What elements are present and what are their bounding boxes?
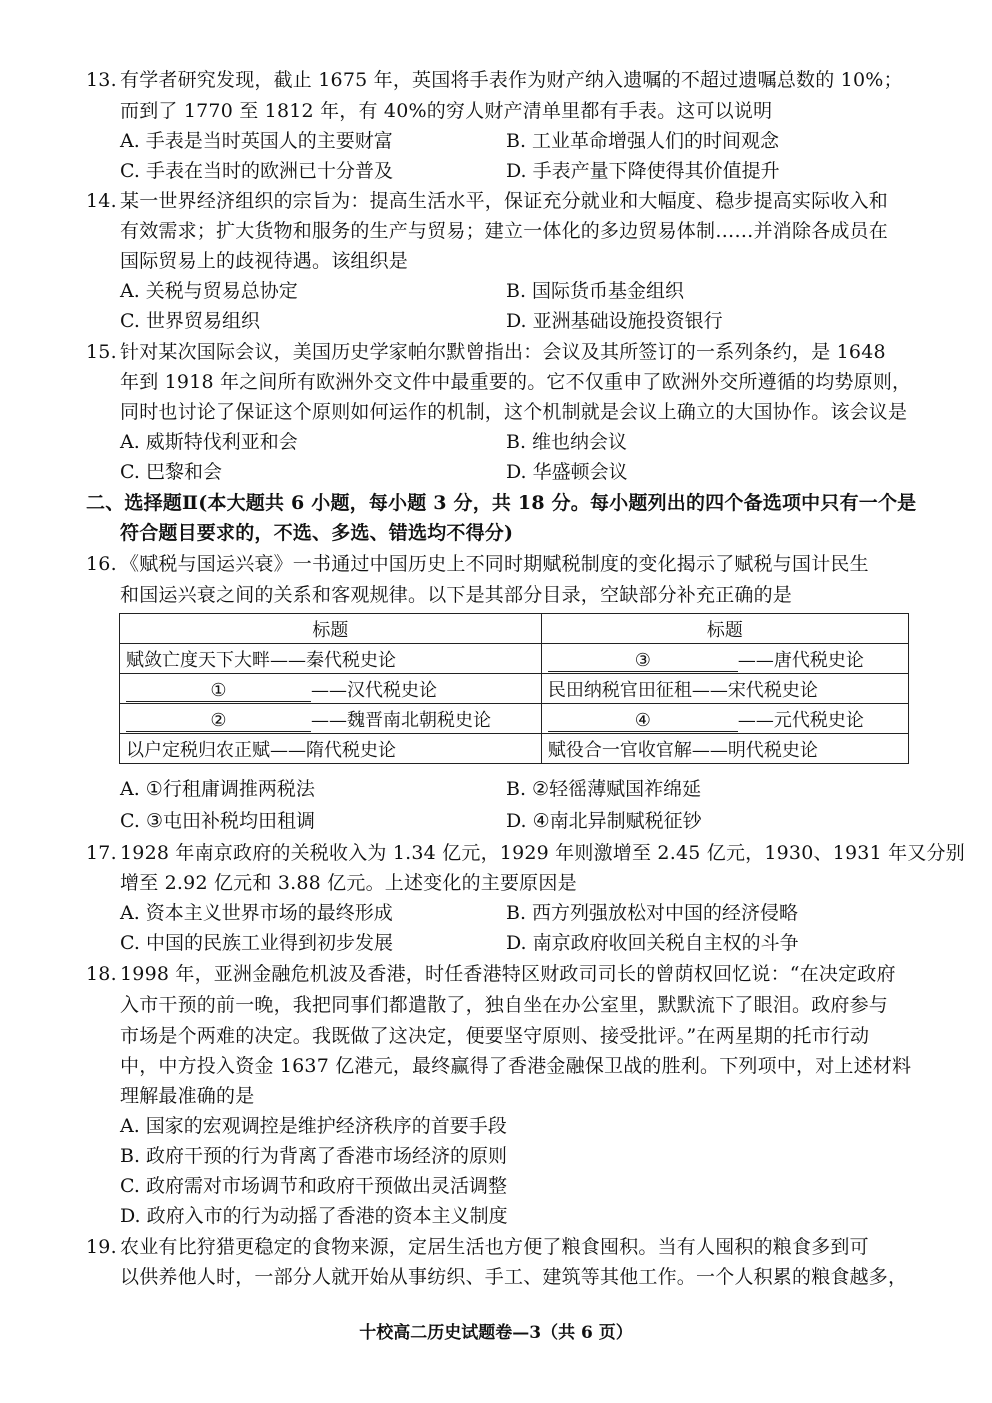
q16-line-2: 和国运兴衰之间的关系和客观规律。以下是其部分目录，空缺部分补充正确的是 xyxy=(120,584,793,606)
table-cell: 以户定税归农正赋——隋代税史论 xyxy=(120,734,542,764)
q16-number: 16. xyxy=(86,553,117,575)
q18-option-d: D. 政府入市的行为动摇了香港的资本主义制度 xyxy=(120,1205,508,1227)
q16-option-d: D. ④南北异制赋税征钞 xyxy=(506,810,702,832)
table-row xyxy=(120,734,909,764)
q17-line-1: 17. 1928 年南京政府的关税收入为 1.34 亿元，1929 年则激增至 2.45 亿元，1930、1931 年又分别 xyxy=(86,838,916,868)
q13-option-a: A. 手表是当时英国人的主要财富 xyxy=(120,130,393,152)
table-cell: 赋敛亡度天下大畔——秦代税史论 xyxy=(120,644,542,674)
q18-line-2: 入市干预的前一晚，我把同事们都遣散了，独自坐在办公室里，默默流下了眼泪。政府参与 xyxy=(120,994,889,1016)
table-row xyxy=(120,704,909,734)
q13-line-1: 13. 有学者研究发现，截止 1675 年，英国将手表作为财产纳入遗嘱的不超过遗嘱总数的 10%； xyxy=(86,65,916,95)
q18-number: 18. xyxy=(86,963,117,985)
q17-option-b: B. 西方列强放松对中国的经济侵略 xyxy=(506,902,799,924)
q13-option-b: B. 工业革命增强人们的时间观念 xyxy=(506,130,780,152)
q15-number: 15. xyxy=(86,341,117,363)
q13-option-c: C. 手表在当时的欧洲已十分普及 xyxy=(120,160,393,182)
q18-line-5: 理解最准确的是 xyxy=(120,1085,255,1107)
table-cell: 民田纳税官田征租——宋代税史论 xyxy=(541,674,908,704)
q14-option-d: D. 亚洲基础设施投资银行 xyxy=(506,310,723,332)
q17-option-c: C. 中国的民族工业得到初步发展 xyxy=(120,932,393,954)
table-row xyxy=(120,644,909,674)
q18-line-3: 市场是个两难的决定。我既做了这决定，便要坚守原则、接受批评。”在两星期的托市行动 xyxy=(120,1025,870,1047)
blank-3: ③ xyxy=(548,650,738,672)
q18-line-4: 中，中方投入资金 1637 亿港元，最终赢得了香港金融保卫战的胜利。下列项中，对上述材料 xyxy=(120,1055,912,1077)
blank-2: ② xyxy=(126,710,311,732)
table-cell: 赋役合一官收官解——明代税史论 xyxy=(541,734,908,764)
q14-option-b: B. 国际货币基金组织 xyxy=(506,280,685,302)
q15-option-c: C. 巴黎和会 xyxy=(120,461,222,483)
table-header-row xyxy=(120,614,909,644)
q13-option-d: D. 手表产量下降使得其价值提升 xyxy=(506,160,780,182)
q15-option-b: B. 维也纳会议 xyxy=(506,431,628,453)
q15-line-3: 同时也讨论了保证这个原则如何运作的机制，这个机制就是会议上确立的大国协作。该会议是 xyxy=(120,401,908,423)
q16-directory-table xyxy=(119,613,909,764)
q14-line-2: 有效需求；扩大货物和服务的生产与贸易；建立一体化的多边贸易体制……并消除各成员在 xyxy=(120,220,889,242)
table-cell: ③ ——唐代税史论 xyxy=(541,644,908,674)
q18-option-b: B. 政府干预的行为背离了香港市场经济的原则 xyxy=(120,1145,508,1167)
table-row xyxy=(120,674,909,704)
section-heading-line-1: 二、选择题Ⅱ(本大题共 6 小题，每小题 3 分，共 18 分。每小题列出的四个备选项中只有一个是 xyxy=(86,492,917,514)
table-header-right: 标题 xyxy=(541,614,908,644)
q17-option-d: D. 南京政府收回关税自主权的斗争 xyxy=(506,932,799,954)
q19-number: 19. xyxy=(86,1236,117,1258)
q16-option-c: C. ③屯田补税均田租调 xyxy=(120,810,315,832)
blank-1: ① xyxy=(126,680,311,702)
page-footer: 十校高二历史试题卷—3（共 6 页） xyxy=(359,1323,633,1343)
blank-4: ④ xyxy=(548,710,738,732)
q16-line-1: 16. 《赋税与国运兴衰》一书通过中国历史上不同时期赋税制度的变化揭示了赋税与国计民生 xyxy=(86,549,916,579)
q14-line-3: 国际贸易上的歧视待遇。该组织是 xyxy=(120,250,409,272)
q15-line-2: 年到 1918 年之间所有欧洲外交文件中最重要的。它不仅重申了欧洲外交所遵循的均势原则， xyxy=(120,371,912,393)
q14-line-1: 14. 某一世界经济组织的宗旨为：提高生活水平，保证充分就业和大幅度、稳步提高实际收入和 xyxy=(86,186,916,216)
q18-option-a: A. 国家的宏观调控是维护经济秩序的首要手段 xyxy=(120,1115,507,1137)
q14-option-c: C. 世界贸易组织 xyxy=(120,310,260,332)
q15-line-1: 15. 针对某次国际会议，美国历史学家帕尔默曾指出：会议及其所签订的一系列条约，是 1648 xyxy=(86,337,916,367)
table-cell: ④ ——元代税史论 xyxy=(541,704,908,734)
q15-option-d: D. 华盛顿会议 xyxy=(506,461,628,483)
q13-line-2: 而到了 1770 至 1812 年，有 40%的穷人财产清单里都有手表。这可以说明 xyxy=(120,100,773,122)
q18-line-1: 18. 1998 年，亚洲金融危机波及香港，时任香港特区财政司司长的曾荫权回忆说：“在决定政府 xyxy=(86,959,916,989)
table-cell: ② ——魏晋南北朝税史论 xyxy=(120,704,542,734)
q17-line-2: 增至 2.92 亿元和 3.88 亿元。上述变化的主要原因是 xyxy=(120,872,577,894)
table-header-left: 标题 xyxy=(120,614,542,644)
q17-option-a: A. 资本主义世界市场的最终形成 xyxy=(120,902,393,924)
q14-number: 14. xyxy=(86,190,117,212)
table-cell: ① ——汉代税史论 xyxy=(120,674,542,704)
section-heading-line-2: 符合题目要求的，不选、多选、错选均不得分) xyxy=(120,522,514,544)
q19-line-2: 以供养他人时，一部分人就开始从事纺织、手工、建筑等其他工作。一个人积累的粮食越多， xyxy=(120,1266,908,1288)
q17-number: 17. xyxy=(86,842,117,864)
q15-option-a: A. 威斯特伐利亚和会 xyxy=(120,431,298,453)
q14-option-a: A. 关税与贸易总协定 xyxy=(120,280,298,302)
q13-number: 13. xyxy=(86,69,117,91)
q19-line-1: 19. 农业有比狩猎更稳定的食物来源，定居生活也方便了粮食囤积。当有人囤积的粮食多到可 xyxy=(86,1232,916,1262)
q18-option-c: C. 政府需对市场调节和政府干预做出灵活调整 xyxy=(120,1175,507,1197)
q16-option-a: A. ①行租庸调推两税法 xyxy=(120,778,315,800)
q16-option-b: B. ②轻徭薄赋国祚绵延 xyxy=(506,778,702,800)
